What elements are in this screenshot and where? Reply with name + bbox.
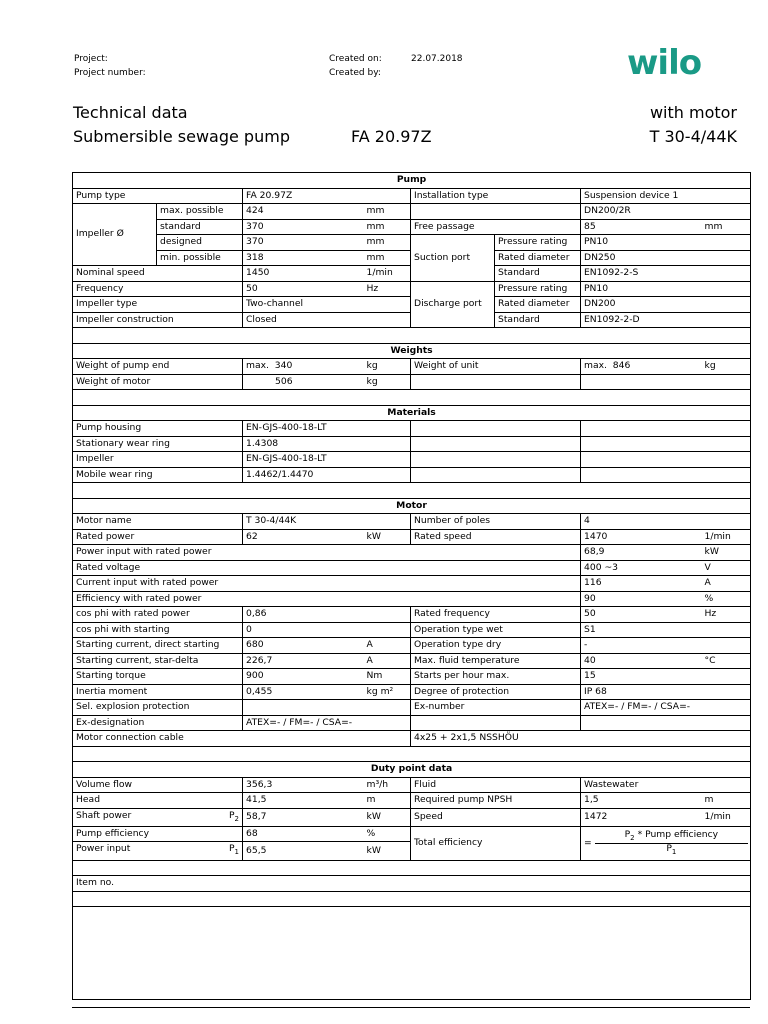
op-wet-value: S1 [581,622,751,638]
impeller-type-label: Impeller type [73,297,243,313]
weight-pump-end-label: Weight of pump end [73,359,243,375]
created-by-label: Created by: [329,68,381,78]
impeller-diameter-label: Impeller Ø [73,204,157,266]
max-fluid-temp-value: 40 [581,653,702,669]
unit-mm: mm [364,235,411,251]
material-label: Stationary wear ring [73,436,243,452]
start-star-value: 226,7 [243,653,364,669]
sel-explosion-label: Sel. explosion protection [73,700,243,716]
notes-area [73,907,751,1000]
op-wet-label: Operation type wet [411,622,581,638]
unit-kg: kg [364,374,411,390]
weight-unit-value: max. 846 [581,359,702,375]
impeller-construction-value: Closed [243,312,411,328]
spacer-row [73,860,751,876]
free-passage-value: 85 [581,219,702,235]
weight-motor-label: Weight of motor [73,374,243,390]
pressure-rating-label: Pressure rating [495,281,581,297]
current-input-label: Current input with rated power [73,576,581,592]
spacer-row [73,891,751,907]
ex-number-label: Ex-number [411,700,581,716]
poles-value: 4 [581,514,751,530]
unit-per-min: 1/min [364,266,411,282]
section-duty-point: Duty point data [73,762,751,778]
dn200-2r-value: DN200/2R [581,204,751,220]
pressure-rating-label: Pressure rating [495,235,581,251]
rated-diameter-label: Rated diameter [495,250,581,266]
op-dry-label: Operation type dry [411,638,581,654]
unit-percent: % [364,826,411,842]
created-on-value: 22.07.2018 [411,54,463,64]
material-label: Impeller [73,452,243,468]
power-input-label: Power input with rated power [73,545,581,561]
max-possible-value: 424 [243,204,364,220]
unit-mm: mm [702,219,751,235]
unit-percent: % [702,591,751,607]
current-input-value: 116 [581,576,702,592]
head-value: 41,5 [243,793,364,809]
poles-label: Number of poles [411,514,581,530]
designed-label: designed [157,235,243,251]
protection-label: Degree of protection [411,684,581,700]
min-possible-label: min. possible [157,250,243,266]
unit-a: A [364,638,411,654]
power-input-value: 68,9 [581,545,702,561]
title-motor-model: T 30-4/44K [649,127,737,146]
section-motor: Motor [73,498,751,514]
cos-phi-start-value: 0 [243,622,411,638]
rated-speed-value: 1470 [581,529,702,545]
material-value: EN-GJS-400-18-LT [243,452,411,468]
max-possible-label: max. possible [157,204,243,220]
installation-type-label: Installation type [411,188,581,204]
start-direct-value: 680 [243,638,364,654]
head-label: Head [73,793,243,809]
rated-power-label: Rated power [73,529,243,545]
item-no-label: Item no. [73,876,751,892]
motor-name-label: Motor name [73,514,243,530]
section-materials: Materials [73,405,751,421]
rated-speed-label: Rated speed [411,529,581,545]
title-technical-data: Technical data [73,103,188,122]
suction-port-label: Suction port [411,235,495,282]
speed-label: Speed [411,808,581,826]
nominal-speed-value: 1450 [243,266,364,282]
unit-a: A [702,576,751,592]
unit-per-min: 1/min [702,529,751,545]
project-label: Project: [74,54,108,64]
unit-m: m [364,793,411,809]
total-efficiency-label: Total efficiency [411,826,581,860]
starting-torque-label: Starting torque [73,669,243,685]
discharge-pressure-value: PN10 [581,281,751,297]
ex-designation-value: ATEX=- / FM=- / CSA=- [243,715,411,731]
title-product-type: Submersible sewage pump [73,127,290,146]
discharge-port-label: Discharge port [411,281,495,328]
cos-phi-rated-label: cos phi with rated power [73,607,243,623]
npsh-value: 1,5 [581,793,702,809]
ex-designation-label: Ex-designation [73,715,243,731]
unit-hz: Hz [364,281,411,297]
min-possible-value: 318 [243,250,364,266]
unit-hz: Hz [702,607,751,623]
unit-per-min: 1/min [702,808,751,826]
impeller-construction-label: Impeller construction [73,312,243,328]
rated-voltage-value: 400 ~3 [581,560,702,576]
motor-name-value: T 30-4/44K [243,514,411,530]
power-input-symbol: $P_1$ [228,843,239,857]
pump-type-value: FA 20.97Z [243,188,411,204]
unit-mm: mm [364,219,411,235]
unit-m3h: m³/h [364,777,411,793]
spacer-row [73,328,751,344]
impeller-type-value: Two-channel [243,297,411,313]
spacer-row [73,390,751,406]
unit-mm: mm [364,204,411,220]
unit-kw: kW [702,545,751,561]
max-fluid-temp-label: Max. fluid temperature [411,653,581,669]
unit-a: A [364,653,411,669]
npsh-label: Required pump NPSH [411,793,581,809]
spacer-row [73,746,751,762]
op-dry-value: - [581,638,751,654]
suction-standard-value: EN1092-2-S [581,266,751,282]
shaft-power-label: Shaft power $P_2$ [73,808,243,826]
pump-efficiency-label: Pump efficiency [73,826,243,842]
frequency-label: Frequency [73,281,243,297]
technical-data-table [72,172,751,1000]
unit-kw: kW [364,842,411,860]
discharge-diameter-value: DN200 [581,297,751,313]
power-input-duty-value: 65,5 [243,842,364,860]
section-weights: Weights [73,343,751,359]
cos-phi-start-label: cos phi with starting [73,622,243,638]
created-on-label: Created on: [329,54,382,64]
title-pump-model: FA 20.97Z [351,127,432,146]
project-number-label: Project number: [74,68,146,78]
fluid-value: Wastewater [581,777,751,793]
unit-kw: kW [364,529,411,545]
unit-nm: Nm [364,669,411,685]
starting-torque-value: 900 [243,669,364,685]
start-star-label: Starting current, star-delta [73,653,243,669]
unit-mm: mm [364,250,411,266]
suction-pressure-value: PN10 [581,235,751,251]
frequency-value: 50 [243,281,364,297]
starts-label: Starts per hour max. [411,669,581,685]
fluid-label: Fluid [411,777,581,793]
weight-pump-end-value: max. 340 [243,359,364,375]
material-value: EN-GJS-400-18-LT [243,421,411,437]
material-label: Pump housing [73,421,243,437]
installation-type-value: Suspension device 1 [581,188,751,204]
rated-frequency-value: 50 [581,607,702,623]
rated-diameter-label: Rated diameter [495,297,581,313]
material-label: Mobile wear ring [73,467,243,483]
ex-number-value: ATEX=- / FM=- / CSA=- [581,700,751,716]
standard2-label: Standard [495,312,581,328]
unit-m: m [702,793,751,809]
efficiency-value: 90 [581,591,702,607]
starts-value: 15 [581,669,751,685]
volume-flow-label: Volume flow [73,777,243,793]
discharge-standard-value: EN1092-2-D [581,312,751,328]
inertia-value: 0,455 [243,684,364,700]
rated-power-value: 62 [243,529,364,545]
start-direct-label: Starting current, direct starting [73,638,243,654]
unit-kgm2: kg m² [364,684,411,700]
unit-kw: kW [364,808,411,826]
designed-value: 370 [243,235,364,251]
suction-diameter-value: DN250 [581,250,751,266]
protection-value: IP 68 [581,684,751,700]
unit-v: V [702,560,751,576]
pump-type-label: Pump type [73,188,243,204]
shaft-power-value: 58,7 [243,808,364,826]
unit-kg: kg [364,359,411,375]
standard2-label: Standard [495,266,581,282]
inertia-label: Inertia moment [73,684,243,700]
unit-kg: kg [702,359,751,375]
material-value: 1.4308 [243,436,411,452]
efficiency-label: Efficiency with rated power [73,591,581,607]
standard-value: 370 [243,219,364,235]
rated-frequency-label: Rated frequency [411,607,581,623]
cable-value: 4x25 + 2x1,5 NSSHÖU [411,731,751,747]
spacer-row [73,483,751,499]
weight-unit-label: Weight of unit [411,359,581,375]
unit-degc: °C [702,653,751,669]
volume-flow-value: 356,3 [243,777,364,793]
total-efficiency-formula: = $\frac{P_2 * Pump efficiency}{P_1}$ [581,826,751,860]
free-passage-label: Free passage [411,219,581,235]
rated-voltage-label: Rated voltage [73,560,581,576]
wilo-logo: wilo [627,43,702,83]
shaft-power-symbol: $P_2$ [228,809,239,823]
efficiency-fraction: $\frac{P_2 * Pump efficiency}{P_1}$ [595,830,748,856]
section-pump: Pump [73,173,751,189]
material-value: 1.4462/1.4470 [243,467,411,483]
pump-efficiency-value: 68 [243,826,364,842]
speed-value: 1472 [581,808,702,826]
footer-divider [72,1007,750,1008]
cable-label: Motor connection cable [73,731,411,747]
power-input-duty-label: Power input $P_1$ [73,842,243,860]
cos-phi-rated-value: 0,86 [243,607,411,623]
standard-label: standard [157,219,243,235]
title-with-motor: with motor [649,103,737,122]
weight-motor-value: 506 [243,374,364,390]
nominal-speed-label: Nominal speed [73,266,243,282]
